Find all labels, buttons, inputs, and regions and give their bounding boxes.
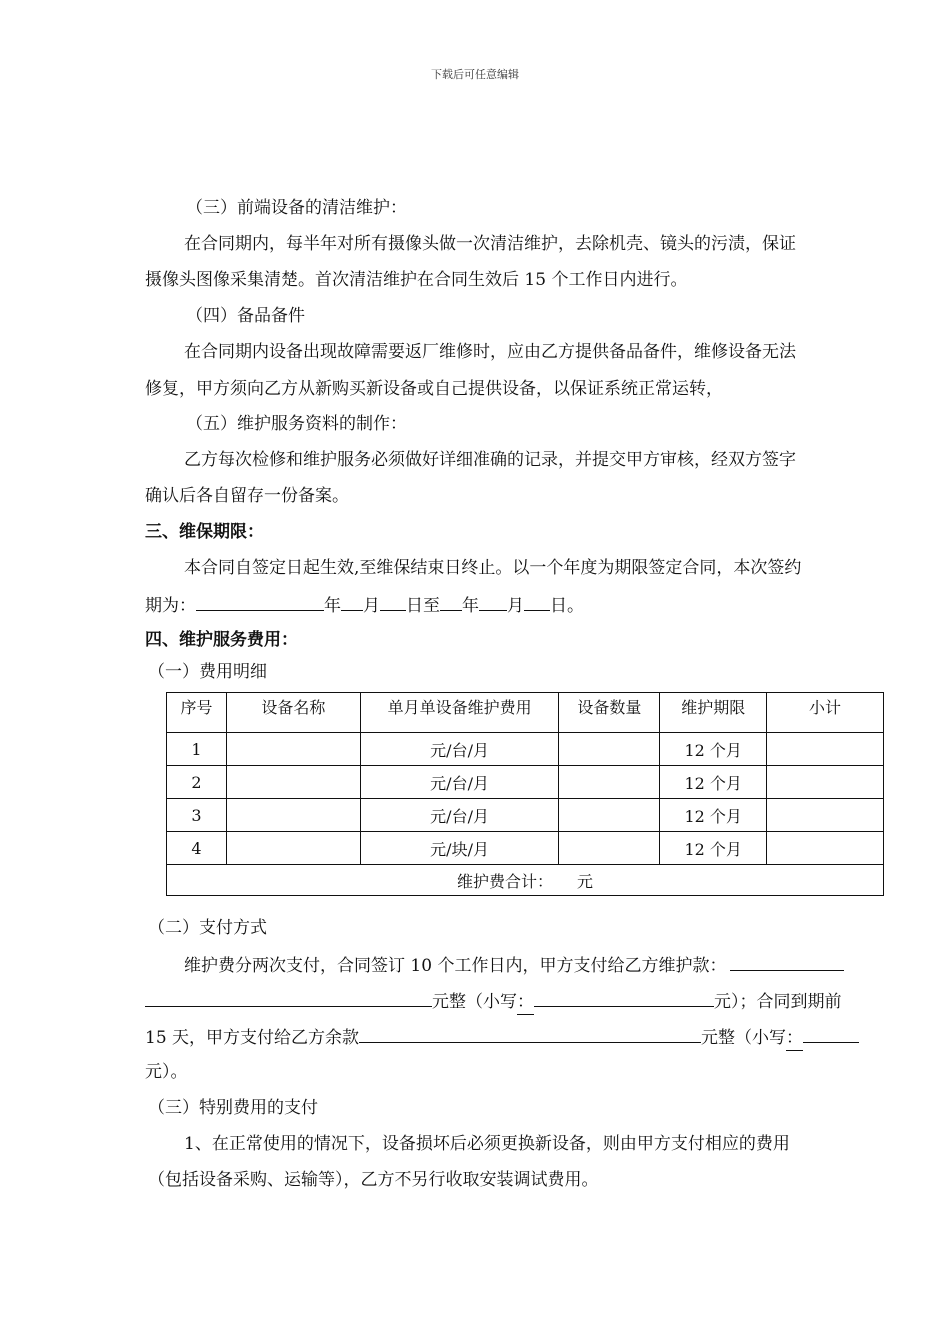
table-cell bbox=[767, 733, 884, 766]
table-cell: 12 个月 bbox=[660, 733, 767, 766]
blank-field bbox=[440, 592, 462, 611]
payment-line: 15 天，甲方支付给乙方余款 元整（小写： bbox=[145, 1024, 859, 1051]
table-cell: 元/台/月 bbox=[360, 766, 559, 799]
total-cell: 维护费合计： 元 bbox=[167, 865, 884, 896]
table-cell: 12 个月 bbox=[660, 766, 767, 799]
table-cell bbox=[767, 799, 884, 832]
column-header: 序号 bbox=[167, 693, 227, 733]
subsection-heading-special-fees: （三）特别费用的支付 bbox=[148, 1098, 318, 1118]
subsection-heading-payment-method: （二）支付方式 bbox=[148, 918, 267, 938]
column-header: 小计 bbox=[767, 693, 884, 733]
column-header: 维护期限 bbox=[660, 693, 767, 733]
paragraph-line: 确认后各自留存一份备案。 bbox=[145, 486, 349, 506]
table-cell bbox=[226, 766, 360, 799]
paragraph-line: 1、在正常使用的情况下，设备损坏后必须更换新设备，则由甲方支付相应的费用 bbox=[184, 1134, 790, 1154]
blank-field bbox=[534, 988, 714, 1007]
paragraph-line: 修复，甲方须向乙方从新购买新设备或自己提供设备，以保证系统正常运转， bbox=[145, 379, 723, 399]
column-header: 设备数量 bbox=[559, 693, 660, 733]
table-cell: 2 bbox=[167, 766, 227, 799]
table-cell: 12 个月 bbox=[660, 832, 767, 865]
table-cell: 元/台/月 bbox=[360, 733, 559, 766]
blank-field bbox=[803, 1024, 859, 1043]
blank-field bbox=[380, 592, 406, 611]
blank-field bbox=[524, 592, 550, 611]
table-total-row bbox=[167, 865, 884, 896]
table-cell bbox=[559, 799, 660, 832]
section-heading-spare-parts: （四）备品备件 bbox=[186, 306, 305, 326]
table-cell: 元/块/月 bbox=[360, 832, 559, 865]
table-cell bbox=[559, 766, 660, 799]
blank-field bbox=[730, 952, 844, 971]
blank-field bbox=[359, 1024, 701, 1043]
paragraph-line: 元）。 bbox=[145, 1062, 188, 1082]
table-row bbox=[167, 799, 884, 832]
subsection-heading-fee-details: （一）费用明细 bbox=[148, 662, 267, 682]
table-cell bbox=[226, 799, 360, 832]
column-header: 设备名称 bbox=[226, 693, 360, 733]
contract-period-line: 期为： 年 月 日至 年 月 日。 bbox=[145, 592, 584, 618]
blank-field bbox=[145, 988, 432, 1007]
paragraph-line: 本合同自签定日起生效,至维保结束日终止。以一个年度为期限签定合同，本次签约 bbox=[184, 558, 802, 578]
table-cell: 12 个月 bbox=[660, 799, 767, 832]
section-heading-service-records: （五）维护服务资料的制作： bbox=[186, 414, 407, 434]
table-row bbox=[167, 832, 884, 865]
table-header-row bbox=[167, 693, 884, 733]
section-heading-maintenance-period: 三、维保期限： bbox=[145, 522, 264, 542]
blank-field bbox=[196, 592, 324, 611]
paragraph-line: （包括设备采购、运输等），乙方不另行收取安装调试费用。 bbox=[148, 1170, 599, 1190]
column-header: 单月单设备维护费用 bbox=[360, 693, 559, 733]
table-cell: 4 bbox=[167, 832, 227, 865]
table-cell bbox=[226, 832, 360, 865]
table-cell bbox=[559, 832, 660, 865]
payment-line: 维护费分两次支付，合同签订 10 个工作日内，甲方支付给乙方维护款： bbox=[184, 952, 844, 978]
paragraph-line: 摄像头图像采集清楚。首次清洁维护在合同生效后 15 个工作日内进行。 bbox=[145, 270, 688, 290]
table-cell bbox=[767, 832, 884, 865]
paragraph-line: 在合同期内设备出现故障需要返厂维修时，应由乙方提供备品备件，维修设备无法 bbox=[184, 342, 796, 362]
payment-line: 元整（小写： 元）；合同到期前 bbox=[145, 988, 842, 1015]
blank-field bbox=[479, 592, 507, 611]
section-heading-service-fees: 四、维护服务费用： bbox=[145, 630, 298, 650]
table-cell bbox=[559, 733, 660, 766]
page-header-note: 下载后可任意编辑 bbox=[431, 68, 519, 81]
paragraph-line: 乙方每次检修和维护服务必须做好详细准确的记录，并提交甲方审核，经双方签字 bbox=[184, 450, 796, 470]
blank-field bbox=[341, 592, 363, 611]
table-cell: 1 bbox=[167, 733, 227, 766]
table-cell: 元/台/月 bbox=[360, 799, 559, 832]
table-cell bbox=[767, 766, 884, 799]
table-row bbox=[167, 733, 884, 766]
section-heading-cleaning: （三）前端设备的清洁维护： bbox=[186, 198, 407, 218]
table-row bbox=[167, 766, 884, 799]
paragraph-line: 在合同期内，每半年对所有摄像头做一次清洁维护，去除机壳、镜头的污渍，保证 bbox=[184, 234, 796, 254]
fee-table bbox=[166, 692, 884, 896]
table-cell bbox=[226, 733, 360, 766]
table-cell: 3 bbox=[167, 799, 227, 832]
